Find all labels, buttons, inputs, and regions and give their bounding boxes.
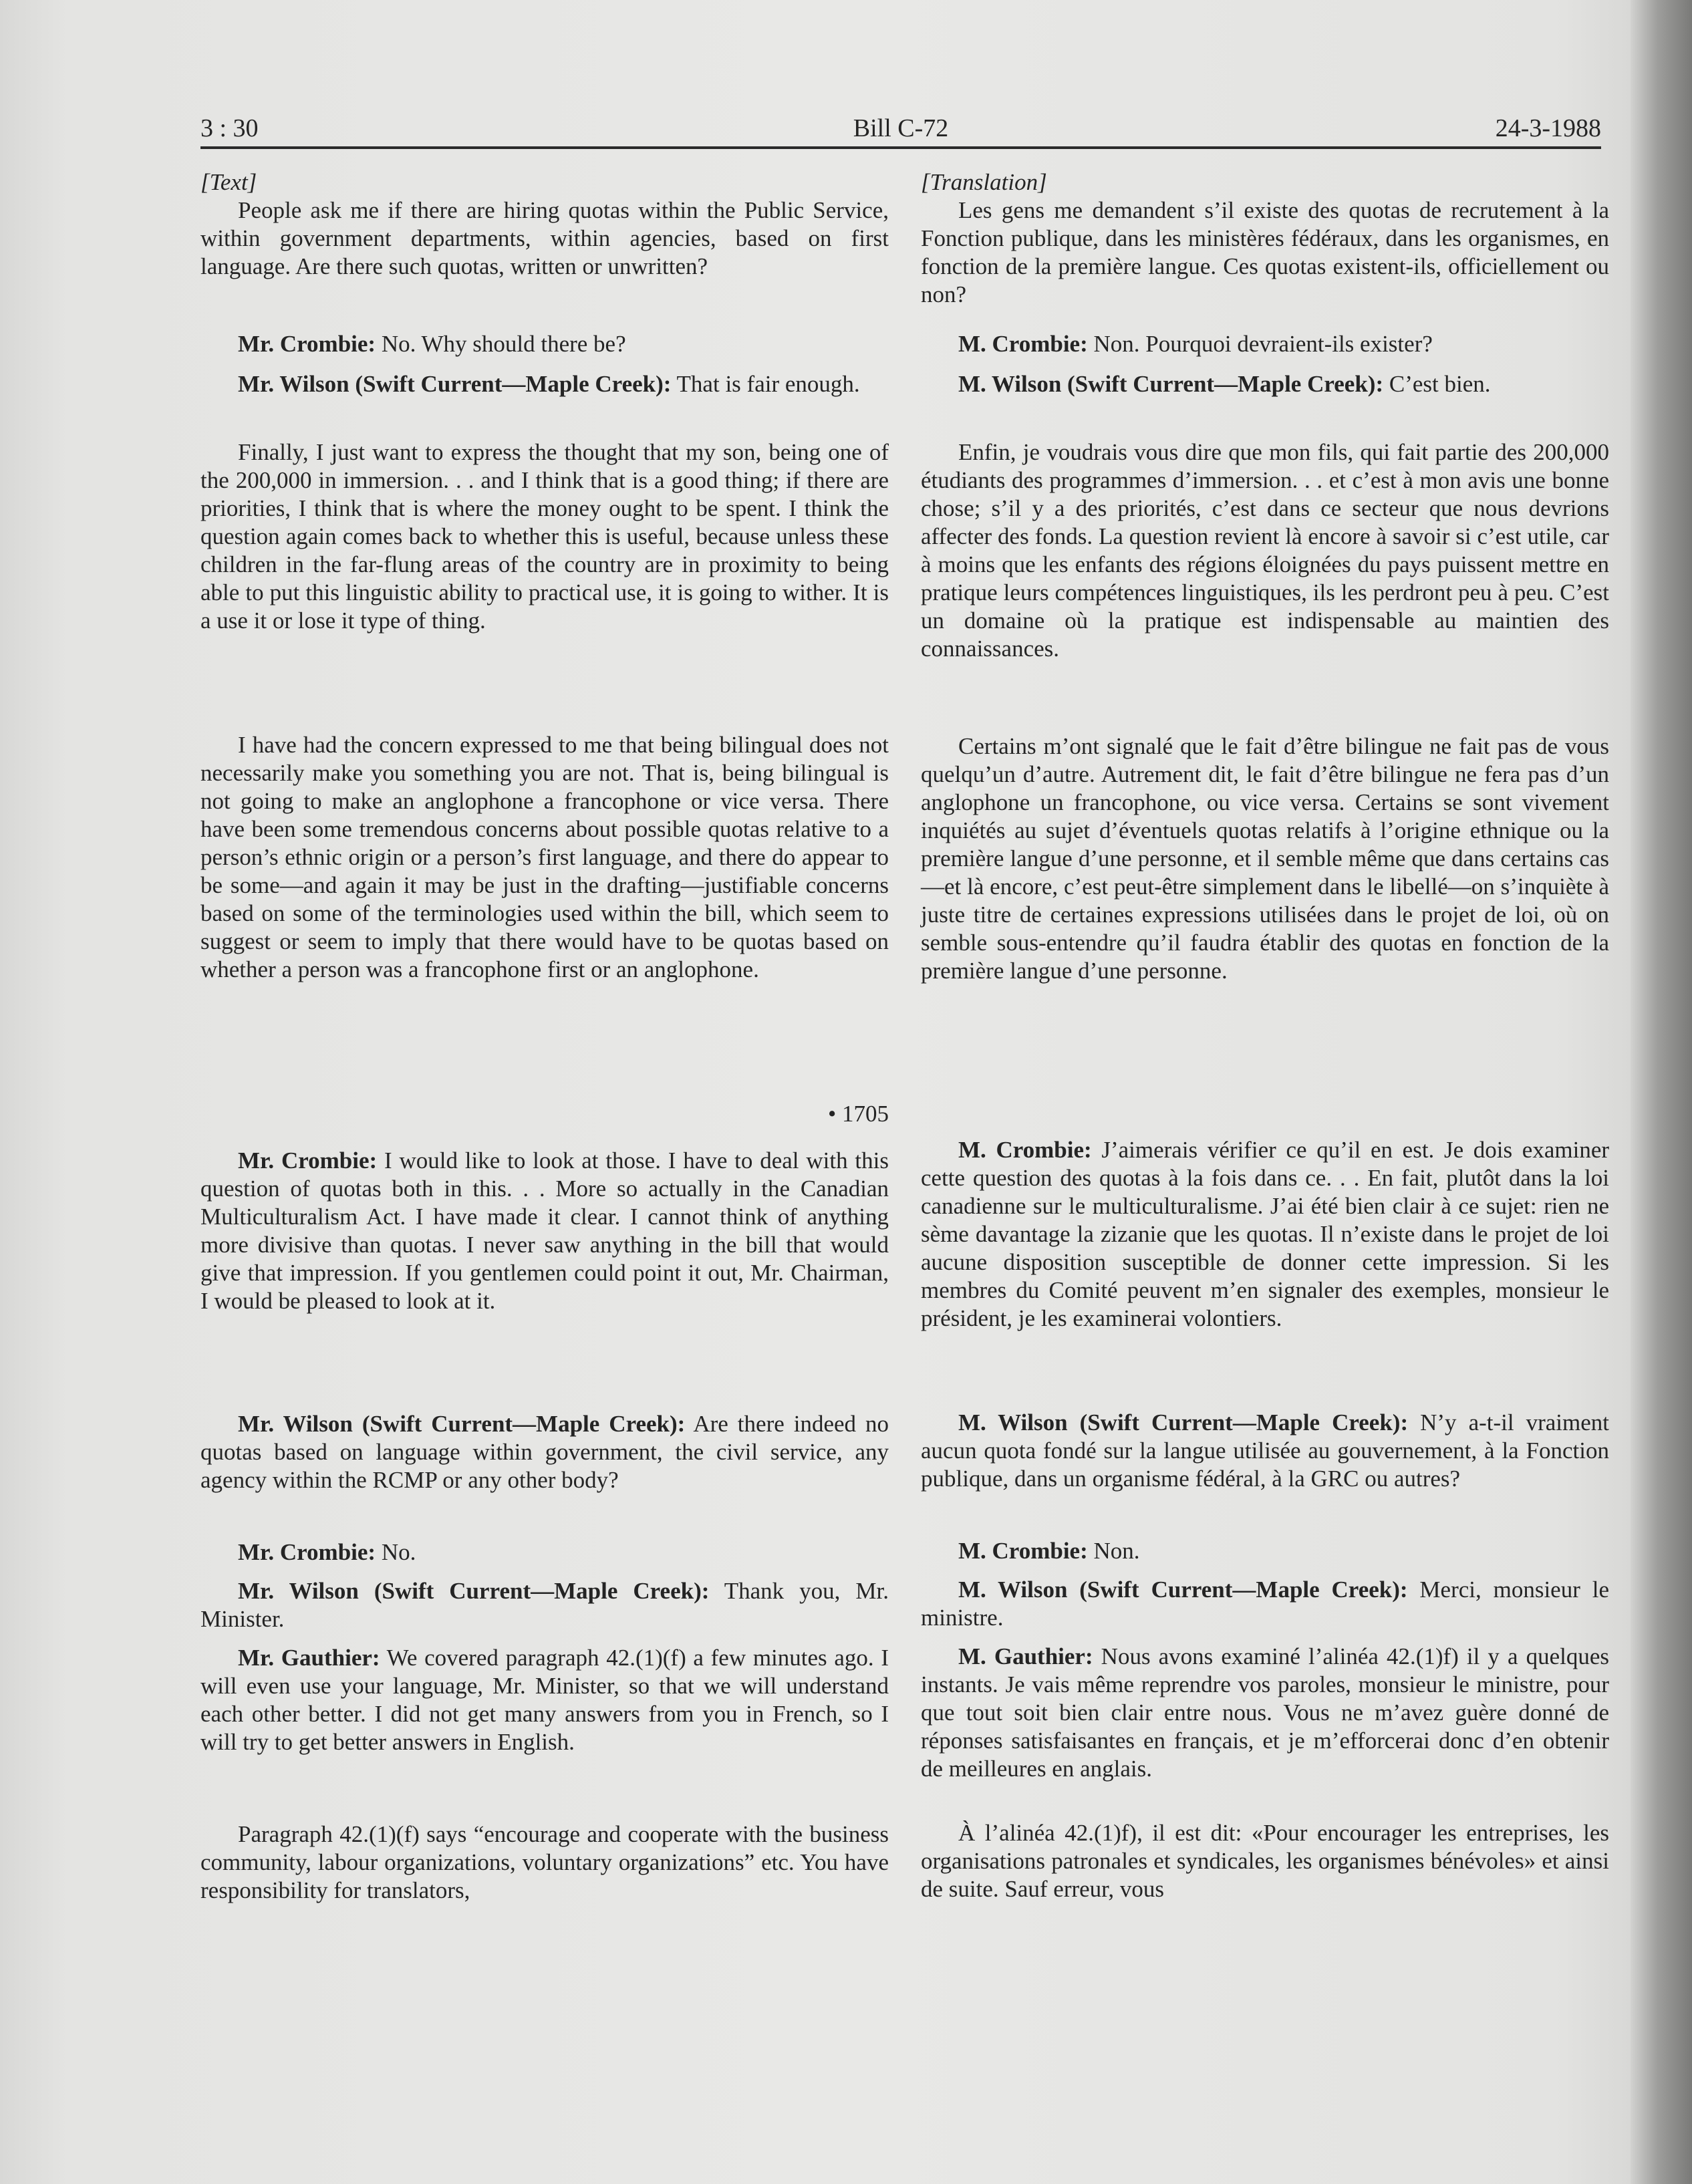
paragraph-text: Enfin, je voudrais vous dire que mon fils, qui fait partie des 200,000 étudiants des programmes d’immersion. . . et c’est à mon avis une bonne chose; s’il y a des priorités, c’est dans ce secteur que nous devrions affecter des fonds. La question revient là encore à savoir si c’est utile, car à moins que les enfants des régions éloignées du pays puissent mettre en pratique leurs compétences linguistiques, ils les perdront peu à peu. C’est un domaine où la pratique est indispensable au maintien des connaissances. xyxy=(921,439,1609,662)
paragraph-text: Paragraph 42.(1)(f) says “encourage and cooperate with the business community, labour organizations, voluntary organizations” etc. You have responsibility for translators, xyxy=(200,1821,889,1903)
paragraph xyxy=(200,1410,889,1494)
paragraph xyxy=(921,1643,1609,1783)
page-number: 3 : 30 xyxy=(200,114,259,142)
paragraph-text: À l’alinéa 42.(1)f), il est dit: «Pour encourager les entreprises, les organisations patronales et syndicales, les organismes bénévoles» et ainsi de suite. Sauf erreur, vous xyxy=(921,1820,1609,1902)
paragraph-text: Are there indeed no quotas based on language within government, the civil service, any agency within the RCMP or any other body? xyxy=(200,1411,889,1493)
paragraph-text: Non. Pourquoi devraient-ils exister? xyxy=(1087,331,1433,357)
paragraph-text: People ask me if there are hiring quotas within the Public Service, within government departments, within agencies, based on first language. Are there such quotas, written or unwritten? xyxy=(200,197,889,279)
section-label-text: [Text] xyxy=(200,169,257,195)
paragraph xyxy=(200,196,889,281)
paragraph xyxy=(921,1409,1609,1493)
speaker-name: M. Crombie: xyxy=(958,1538,1088,1564)
paragraph-text: Finally, I just want to express the thought that my son, being one of the 200,000 in immersion. . . and I think that is a good thing; if there are priorities, I think that is where the money ought to be spent. I think the question again comes back to whether this is useful, because unless these children in the far-flung areas of the country are in proximity to being able to put this linguistic ability to practical use, it is going to wither. It is a use it or lose it type of thing. xyxy=(200,439,889,634)
paragraph-text: That is fair enough. xyxy=(671,371,860,397)
header-date: 24-3-1988 xyxy=(1495,114,1601,142)
paragraph-text: Nous avons examiné l’alinéa 42.(1)f) il y a quelques instants. Je vais même reprendre vos paroles, monsieur le ministre, pour que tout soit bien clair entre nous. Vous ne m’avez guère donné de réponses satisfaisantes en français, et je m’efforcerai donc d’en obtenir de meilleures en anglais. xyxy=(921,1643,1609,1782)
bill-title: Bill C-72 xyxy=(853,114,949,142)
paragraph xyxy=(200,731,889,984)
paragraph-text: C’est bien. xyxy=(1383,371,1491,397)
speaker-name: M. Wilson (Swift Current—Maple Creek): xyxy=(958,371,1384,397)
paragraph xyxy=(921,732,1609,985)
speaker-name: Mr. Crombie: xyxy=(238,1147,378,1174)
speaker-name: M. Crombie: xyxy=(958,331,1088,357)
paragraph xyxy=(921,1819,1609,1903)
paragraph-text: No. xyxy=(376,1539,416,1565)
page-header xyxy=(200,114,1601,148)
binding-shadow xyxy=(1631,0,1692,2184)
paragraph xyxy=(200,438,889,635)
paragraph xyxy=(200,1820,889,1905)
paragraph-text: I would like to look at those. I have to deal with this question of quotas both in this. . . More so actually in the Canadian Multiculturalism Act. I have made it clear. I cannot think of anything more divisive than quotas. I never saw anything in the bill that would give that impression. If you gentlemen could point it out, Mr. Chairman, I would be pleased to look at it. xyxy=(200,1147,889,1314)
paragraph-text: No. Why should there be? xyxy=(376,331,626,357)
paragraph xyxy=(200,1577,889,1633)
paragraph xyxy=(200,330,889,358)
paragraph-text: J’aimerais vérifier ce qu’il en est. Je dois examiner cette question des quotas à la fois dans ce. . . En fait, plutôt dans la loi canadienne sur le multiculturalisme. J’ai été bien clair à ce sujet: rien ne sème davantage la zizanie que les quotas. Il n’existe dans le projet de loi aucune disposition susceptible de donner cette impression. Si les membres du Comité peuvent m’en signaler des exemples, monsieur le président, je les examinerai volontiers. xyxy=(921,1137,1610,1331)
section-label-translation: [Translation] xyxy=(921,169,1047,195)
time-mark: • 1705 xyxy=(827,1101,889,1127)
paragraph-text: Les gens me demandent s’il existe des quotas de recrutement à la Fonction publique, dans les ministères fédéraux, dans les organismes, en fonction de la première langue. Ces quotas existent-ils, officiellement ou non? xyxy=(921,197,1609,307)
speaker-name: Mr. Wilson (Swift Current—Maple Creek): xyxy=(238,1578,710,1604)
speaker-name: M. Wilson (Swift Current—Maple Creek): xyxy=(958,1577,1408,1603)
paragraph-text: Non. xyxy=(1087,1538,1140,1564)
paragraph xyxy=(200,1538,889,1566)
paragraph-text: Thank you, Mr. Minister. xyxy=(200,1578,889,1632)
paragraph xyxy=(200,1644,889,1756)
paragraph xyxy=(921,1576,1609,1632)
speaker-name: M. Crombie: xyxy=(958,1137,1092,1163)
speaker-name: Mr. Crombie: xyxy=(238,1539,376,1565)
paragraph xyxy=(921,370,1609,398)
paragraph-text: Certains m’ont signalé que le fait d’être bilingue ne fait pas de vous quelqu’un d’autre. Autrement dit, le fait d’être bilingue ne fera pas d’un anglophone un francophone, ou vice versa. Certains se sont vivement inquiétés au sujet d’éventuels quotas relatifs à l’origine ethnique ou la première langue d’une personne, et il semble même que dans certains cas—et là encore, c’est peut-être simplement dans le libellé—on s’inquiète à juste titre de certaines expressions utilisées dans le projet de loi, où on semble sous-entendre qu’il faudra établir des quotas en fonction de la première langue d’une personne. xyxy=(921,733,1609,984)
speaker-name: Mr. Wilson (Swift Current—Maple Creek): xyxy=(238,371,672,397)
paragraph xyxy=(921,1537,1609,1565)
paragraph xyxy=(200,1147,889,1315)
speaker-name: Mr. Gauthier: xyxy=(238,1645,380,1671)
speaker-name: M. Gauthier: xyxy=(958,1643,1093,1669)
speaker-name: Mr. Wilson (Swift Current—Maple Creek): xyxy=(238,1411,686,1437)
paragraph xyxy=(921,438,1609,663)
speaker-name: M. Wilson (Swift Current—Maple Creek): xyxy=(958,1409,1409,1436)
paragraph xyxy=(921,1136,1609,1333)
paragraph-text: Merci, monsieur le ministre. xyxy=(921,1577,1609,1631)
paragraph-text: N’y a-t-il vraiment aucun quota fondé sur la langue utilisée au gouvernement, à la Fonction publique, dans un organisme fédéral, à la GRC ou autres? xyxy=(921,1409,1609,1492)
paragraph-text: We covered paragraph 42.(1)(f) a few minutes ago. I will even use your language, Mr. Minister, so that we will understand each other better. I did not get many answers from you in French, so I will try to get better answers in English. xyxy=(200,1645,889,1755)
paragraph xyxy=(921,196,1609,309)
paragraph xyxy=(921,330,1609,358)
paragraph-text: I have had the concern expressed to me that being bilingual does not necessarily make you something you are not. That is, being bilingual is not going to make an anglophone a francophone or vice versa. There have been some tremendous concerns about possible quotas relative to a person’s ethnic origin or a person’s first language, and there do appear to be some—and again it may be just in the drafting—justifiable concerns based on some of the terminologies used within the bill, which seem to suggest or seem to imply that there would have to be quotas based on whether a person was a francophone first or an anglophone. xyxy=(200,732,889,982)
header-rule xyxy=(200,146,1601,149)
speaker-name: Mr. Crombie: xyxy=(238,331,376,357)
paragraph xyxy=(200,370,889,398)
